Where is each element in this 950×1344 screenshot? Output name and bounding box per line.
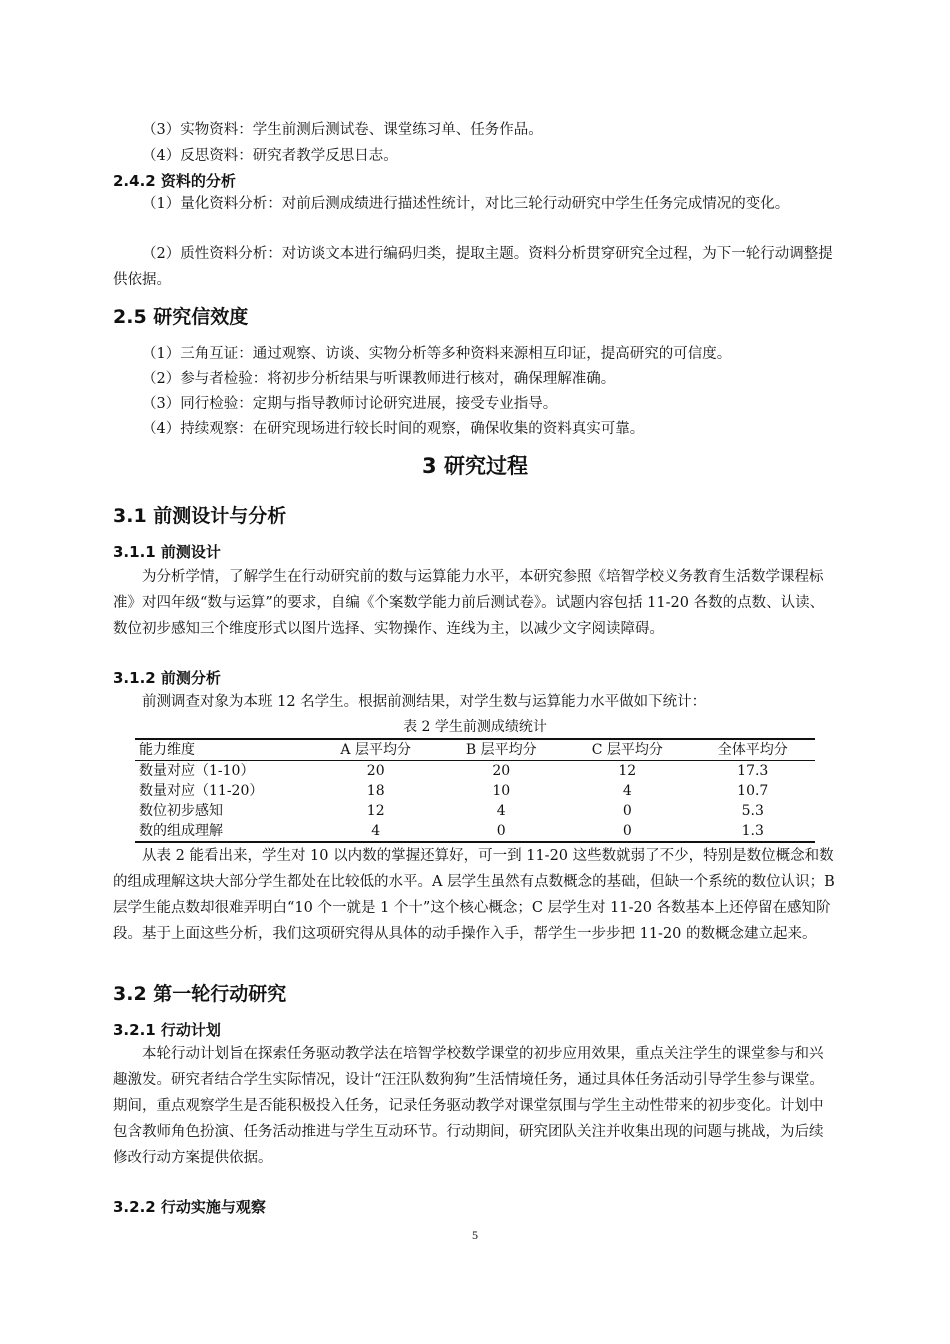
item-member-check: （2）参与者检验：将初步分析结果与听课教师进行核对，确保理解准确。 — [142, 371, 616, 387]
table-row — [135, 761, 815, 782]
cell-overall: 1.3 — [741, 823, 764, 839]
table-row — [135, 821, 815, 842]
col-a-level: A 层平均分 — [340, 742, 411, 758]
item-peer-check: （3）同行检验：定期与指导教师讨论研究进展，接受专业指导。 — [142, 396, 558, 412]
col-c-level: C 层平均分 — [591, 742, 663, 758]
col-dimension: 能力维度 — [139, 742, 195, 758]
cell-b: 4 — [496, 803, 506, 819]
para-action-plan: 本轮行动计划旨在探索任务驱动教学法在培智学校数学课堂的初步应用效果，重点关注学生的课堂参与和兴趣激发。研究者结合学生实际情况，设计“汪汪队数狗狗”生活情境任务，通过具体任务活动引导学生参与课堂。期间，重点观察学生是否能积极投入任务，记录任务驱动教学对课堂氛围与学生主动性带来的初步变化。计划中包含教师角色扮演、任务活动推进与学生互动环节。行动期间，研究团队关注并收集出现的问题与挑战，为后续修改行动方案提供依据。 — [113, 1046, 824, 1166]
table-header-row — [135, 739, 815, 761]
cell-c: 12 — [618, 763, 637, 779]
cell-c: 0 — [622, 823, 632, 839]
cell-a: 4 — [371, 823, 381, 839]
cell-b: 20 — [492, 763, 511, 779]
para-pretest-design: 为分析学情，了解学生在行动研究前的数与运算能力水平，本研究参照《培智学校义务教育生活数学课程标准》对四年级“数与运算”的要求，自编《个案数学能力前后测试卷》。试题内容包括 11-20 各数的点数、认读、数位初步感知三个维度形式以图片选择、实物操作、连线为主，以减少文字阅读障碍。 — [113, 569, 825, 637]
heading-3-2: 3.2 第一轮行动研究 — [113, 983, 287, 1005]
cell-c: 0 — [622, 803, 632, 819]
item-prolonged-observation: （4）持续观察：在研究现场进行较长时间的观察，确保收集的资料真实可靠。 — [142, 421, 645, 437]
pretest-table — [135, 738, 815, 843]
heading-3-1: 3.1 前测设计与分析 — [113, 505, 287, 527]
cell-overall: 17.3 — [737, 763, 769, 779]
table-row — [135, 801, 815, 821]
cell-b: 0 — [496, 823, 506, 839]
table-row — [135, 781, 815, 801]
col-overall: 全体平均分 — [717, 742, 788, 758]
cell-dimension: 数位初步感知 — [139, 803, 223, 819]
cell-overall: 10.7 — [737, 783, 769, 799]
cell-a: 18 — [366, 783, 385, 799]
heading-3-2-1: 3.2.1 行动计划 — [113, 1021, 221, 1039]
cell-a: 20 — [366, 763, 385, 779]
para-quantitative-analysis: （1）量化资料分析：对前后测成绩进行描述性统计，对比三轮行动研究中学生任务完成情况的变化。 — [142, 196, 790, 212]
cell-a: 12 — [366, 803, 385, 819]
heading-3-2-2: 3.2.2 行动实施与观察 — [113, 1198, 266, 1216]
col-b-level: B 层平均分 — [465, 742, 537, 758]
page-number: 5 — [472, 1228, 478, 1242]
heading-3-1-2: 3.1.2 前测分析 — [113, 669, 221, 687]
para-pretest-analysis: 从表 2 能看出来，学生对 10 以内数的掌握还算好，可一到 11-20 这些数就弱了不少，特别是数位概念和数的组成理解这块大部分学生都处在比较低的水平。A 层学生虽然有点数概念的基础，但缺一个系统的数位认识；B 层学生能点数却很难弄明白“10 个一就是 1 个十”这个核心概念；C 层学生对 11-20 各数基本上还停留在感知阶段。基于上面这些分析，我们这项研究得从具体的动手操作入手，帮学生一步步把 11-20 的数概念建立起来。 — [113, 848, 835, 942]
table-caption: 表 2 学生前测成绩统计 — [403, 719, 547, 735]
heading-3-1-1: 3.1.1 前测设计 — [113, 543, 221, 561]
cell-c: 4 — [622, 783, 632, 799]
item-triangulation: （1）三角互证：通过观察、访谈、实物分析等多种资料来源相互印证，提高研究的可信度。 — [142, 346, 732, 362]
heading-2-4-2: 2.4.2 资料的分析 — [113, 172, 236, 190]
para-qualitative-analysis: （2）质性资料分析：对访谈文本进行编码归类，提取主题。资料分析贯穿研究全过程，为下一轮行动调整提供依据。 — [113, 246, 833, 288]
cell-b: 10 — [492, 783, 511, 799]
chapter-3-title: 3 研究过程 — [422, 454, 528, 478]
heading-2-5: 2.5 研究信效度 — [113, 306, 249, 328]
cell-dimension: 数的组成理解 — [139, 823, 223, 839]
item-physical-materials: （3）实物资料：学生前测后测试卷、课堂练习单、任务作品。 — [142, 122, 543, 138]
cell-dimension: 数量对应（11-20） — [139, 783, 264, 799]
cell-overall: 5.3 — [741, 803, 764, 819]
para-pretest-intro: 前测调查对象为本班 12 名学生。根据前测结果，对学生数与运算能力水平做如下统计： — [142, 694, 707, 710]
item-reflection-materials: （4）反思资料：研究者教学反思日志。 — [142, 148, 398, 164]
cell-dimension: 数量对应（1-10） — [139, 763, 255, 779]
